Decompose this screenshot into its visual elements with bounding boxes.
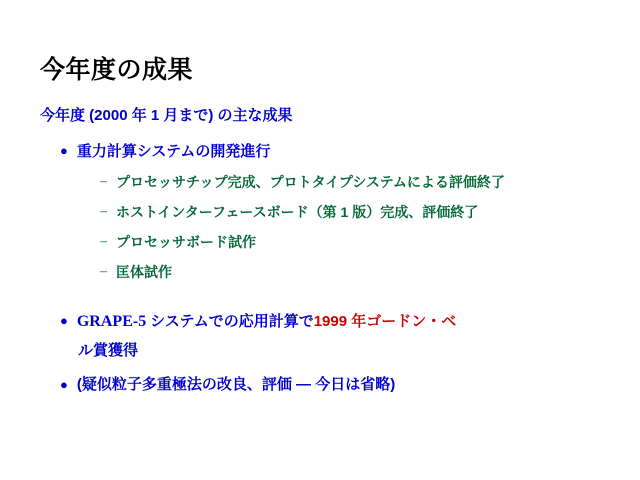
bullet-icon: ● [60,313,68,328]
list-item-label: ホストインターフェースボード（第 1 版）完成、評価終了 [116,204,479,220]
bullet-icon: ● [60,143,68,158]
dash-icon: – [100,264,107,279]
grape-continuation: ル賞獲得 [78,342,139,359]
grape-label: GRAPE-5 [76,313,147,330]
list-item [100,202,572,223]
slide-subtitle: 今年度 (2000 年 1 月まで) の主な成果 [40,107,293,124]
grape-middle: システムでの応用計算で [150,313,314,330]
list-item [100,232,572,253]
list-item [60,141,610,162]
list-item [100,262,572,283]
grape-result-text [77,310,456,333]
list-item-label: プロセッサチップ完成、プロトタイプシステムによる評価終了 [116,174,505,190]
list-item-label: プロセッサボード試作 [116,234,256,250]
list-item-label: 重力計算システムの開発進行 [76,143,271,160]
list-item-label: 匡体試作 [116,264,172,280]
dash-icon: – [100,234,107,249]
page-title: 今年度の成果 [40,56,194,84]
dash-icon: – [100,204,107,219]
dash-icon: – [100,174,107,189]
sub-list [36,172,610,283]
bullet-icon: ● [60,377,68,392]
list-item [100,172,572,193]
list-item [60,374,610,395]
list-item-label: (疑似粒子多重極法の改良、評価 — 今日は省略) [76,376,396,393]
grape-highlight: 1999 年ゴードン・ベ [313,313,457,330]
list-item [60,310,582,333]
